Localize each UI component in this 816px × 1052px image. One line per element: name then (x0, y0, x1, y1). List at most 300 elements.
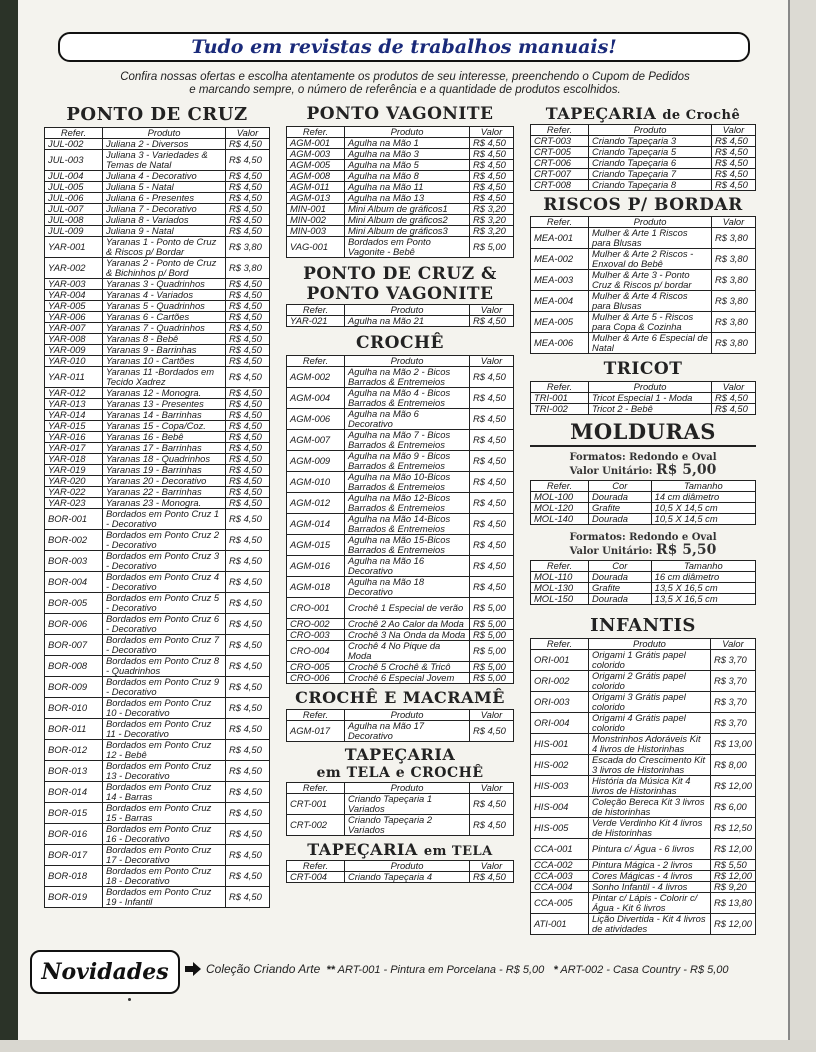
cell-ref: BOR-017 (45, 845, 103, 866)
table-row (531, 270, 756, 291)
cell-ref: AGM-014 (287, 514, 345, 535)
table-row (287, 815, 514, 836)
table-row (45, 803, 270, 824)
cell-valor: R$ 5,00 (470, 673, 514, 684)
table-row (45, 432, 270, 443)
cell-valor: R$ 4,50 (226, 572, 270, 593)
table-row (45, 226, 270, 237)
table-row (531, 583, 756, 594)
table-body-croche-macrame (287, 721, 514, 742)
cell-valor: R$ 12,00 (710, 914, 755, 935)
table-row (45, 614, 270, 635)
cell-cor: Dourada (589, 514, 652, 525)
table-body-tricot (531, 393, 756, 415)
table-row (287, 430, 514, 451)
cell-produto: Origami 1 Grátis papel colorido (589, 650, 711, 671)
page-title-banner (58, 32, 750, 62)
cell-valor: R$ 3,80 (712, 291, 756, 312)
novidades-badge (30, 950, 180, 994)
page-edge-right (788, 0, 816, 1052)
cell-valor: R$ 3,80 (712, 270, 756, 291)
table-row (45, 845, 270, 866)
cell-ref: BOR-014 (45, 782, 103, 803)
col-header-cor: Cor (589, 561, 652, 572)
cell-valor: R$ 4,50 (470, 171, 514, 182)
cell-valor: R$ 4,50 (712, 136, 756, 147)
cell-valor: R$ 4,50 (226, 719, 270, 740)
cell-produto: Mulher & Arte 3 - Ponto Cruz & Riscos p/ bordar (589, 270, 712, 291)
cell-valor: R$ 4,50 (470, 721, 514, 742)
cell-produto: Criando Tapeçaria 7 (589, 169, 712, 180)
novidades-text (206, 962, 766, 976)
cell-produto: Agulha na Mão 9 - Bicos Barrados & Entremeios (345, 451, 470, 472)
cell-produto: Yaranas 11 -Bordados em Tecido Xadrez (103, 367, 226, 388)
cell-produto: Pintar c/ Lápis - Colorir c/ Água - Kit 6 livros (589, 893, 711, 914)
cell-produto: Bordados em Ponto Cruz 16 - Decorativo (103, 824, 226, 845)
cell-produto: Agulha na Mão 12-Bicos Barrados & Entremeios (345, 493, 470, 514)
col-header-valor: Valor (226, 128, 270, 139)
table-cruz-vagonite (286, 304, 514, 327)
cell-produto: Cores Mágicas - 4 livros (589, 871, 711, 882)
cell-ref: YAR-002 (45, 258, 103, 279)
table-row (287, 662, 514, 673)
cell-produto: Juliana 3 - Variedades & Temas de Natal (103, 150, 226, 171)
table-row (45, 258, 270, 279)
cell-produto: Yaranas 18 - Quadrinhos (103, 454, 226, 465)
novidades-mark-1: ** (326, 964, 335, 976)
cell-ref: AGM-012 (287, 493, 345, 514)
table-body-molduras-1 (531, 492, 756, 525)
table-row (45, 279, 270, 290)
cell-valor: R$ 4,50 (226, 410, 270, 421)
cell-produto: Juliana 7 - Decorativo (103, 204, 226, 215)
cell-ref: YAR-005 (45, 301, 103, 312)
cell-valor: R$ 5,00 (470, 237, 514, 258)
cell-valor: R$ 4,50 (226, 171, 270, 182)
cell-ref: BOR-012 (45, 740, 103, 761)
cell-valor: R$ 6,00 (710, 797, 755, 818)
table-row (287, 721, 514, 742)
cell-produto: Mulher & Arte 6 Especial de Natal (589, 333, 712, 354)
table-row (287, 630, 514, 641)
table-row (287, 138, 514, 149)
cell-ref: YAR-022 (45, 487, 103, 498)
table-row (287, 619, 514, 630)
cell-valor: R$ 5,00 (470, 619, 514, 630)
table-row (45, 237, 270, 258)
col-header-ref: Refer. (45, 128, 103, 139)
table-row (531, 333, 756, 354)
cell-valor: R$ 4,50 (226, 761, 270, 782)
cell-ref: AGM-017 (287, 721, 345, 742)
cell-valor: R$ 3,80 (712, 228, 756, 249)
cell-ref: JUL-006 (45, 193, 103, 204)
cell-ref: CRT-005 (531, 147, 589, 158)
cell-produto: Criando Tapeçaria 5 (589, 147, 712, 158)
table-row (531, 404, 756, 415)
cell-produto: Pintura Mágica - 2 livros (589, 860, 711, 871)
table-row (45, 782, 270, 803)
cell-valor: R$ 4,50 (226, 845, 270, 866)
cell-ref: BOR-001 (45, 509, 103, 530)
col-header-cor: Cor (589, 481, 652, 492)
cell-valor: R$ 13,80 (710, 893, 755, 914)
col-header-produto: Produto (345, 356, 470, 367)
molduras-group2-formats: Formatos: Redondo e Oval (569, 532, 717, 543)
cell-valor: R$ 4,50 (226, 367, 270, 388)
table-row (287, 367, 514, 388)
cell-produto: Bordados em Ponto Cruz 13 - Decorativo (103, 761, 226, 782)
cell-ref: YAR-009 (45, 345, 103, 356)
cell-ref: HIS-002 (531, 755, 589, 776)
cell-ref: HIS-003 (531, 776, 589, 797)
cell-produto: Bordados em Ponto Cruz 1 - Decorativo (103, 509, 226, 530)
table-row (45, 824, 270, 845)
cell-valor: R$ 4,50 (226, 614, 270, 635)
table-row (45, 345, 270, 356)
table-row (287, 316, 514, 327)
cell-valor: R$ 4,50 (226, 465, 270, 476)
cell-produto: Yaranas 6 - Cartões (103, 312, 226, 323)
col-header-valor: Valor (712, 217, 756, 228)
cell-ref: MIN-003 (287, 226, 345, 237)
table-body-tapecaria-tela-croche (287, 794, 514, 836)
table-row (531, 871, 756, 882)
cell-ref: YAR-016 (45, 432, 103, 443)
cell-produto: Yaranas 8 - Bebê (103, 334, 226, 345)
cell-valor: R$ 4,50 (470, 316, 514, 327)
table-row (287, 493, 514, 514)
section-title-riscos: RISCOS P/ BORDAR (543, 195, 743, 215)
cell-produto: Mulher & Arte 2 Riscos - Enxoval do Bebê (589, 249, 712, 270)
cell-ref: ORI-002 (531, 671, 589, 692)
table-ponto-vagonite (286, 126, 514, 258)
cell-cor: Grafite (589, 583, 652, 594)
cell-produto: Sonho Infantil - 4 livros (589, 882, 711, 893)
table-row (45, 139, 270, 150)
table-row (531, 882, 756, 893)
table-row (531, 492, 756, 503)
table-row (287, 641, 514, 662)
cell-produto: Yaranas 2 - Ponto de Cruz & Bichinhos p/ Bord (103, 258, 226, 279)
cell-valor: R$ 4,50 (470, 388, 514, 409)
cell-ref: CRT-006 (531, 158, 589, 169)
cell-produto: História da Música Kit 4 livros de Historinhas (589, 776, 711, 797)
table-row (45, 334, 270, 345)
table-row (287, 872, 514, 883)
cell-ref: MEA-005 (531, 312, 589, 333)
table-row (45, 498, 270, 509)
table-row (287, 794, 514, 815)
cell-valor: R$ 4,50 (226, 399, 270, 410)
col-header-produto: Produto (589, 125, 712, 136)
cell-valor: R$ 4,50 (470, 577, 514, 598)
cell-valor: R$ 4,50 (470, 182, 514, 193)
molduras-group1-price-line (530, 464, 756, 478)
table-row (531, 158, 756, 169)
cell-valor: R$ 4,50 (470, 430, 514, 451)
cell-ref: BOR-015 (45, 803, 103, 824)
cell-produto: Agulha na Mão 18 Decorativo (345, 577, 470, 598)
table-body-cruz-vagonite (287, 316, 514, 327)
column-ponto-cruz (44, 104, 270, 908)
table-tricot (530, 381, 756, 415)
cell-cor: Dourada (589, 572, 652, 583)
cell-ref: ORI-003 (531, 692, 589, 713)
cell-produto: Yaranas 4 - Variados (103, 290, 226, 301)
cell-produto: Yaranas 9 - Barrinhas (103, 345, 226, 356)
table-row (531, 594, 756, 605)
cell-valor: R$ 3,80 (226, 237, 270, 258)
cell-produto: Criando Tapeçaria 2 Variados (345, 815, 470, 836)
table-row (531, 734, 756, 755)
cell-valor: R$ 12,00 (710, 776, 755, 797)
cell-ref: AGM-015 (287, 535, 345, 556)
cell-produto: Escada do Crescimento Kit 3 livros de Historinhas (589, 755, 711, 776)
section-title-croche: CROCHÊ (355, 333, 445, 353)
cell-valor: R$ 4,50 (226, 698, 270, 719)
cell-valor: R$ 4,50 (470, 472, 514, 493)
cell-ref: CRO-006 (287, 673, 345, 684)
cell-produto: Crochê 2 Ao Calor da Moda (345, 619, 470, 630)
cell-ref: BOR-004 (45, 572, 103, 593)
cell-valor: R$ 4,50 (712, 393, 756, 404)
arrow-right-icon (184, 960, 202, 978)
cell-valor: R$ 4,50 (226, 204, 270, 215)
cell-ref: BOR-016 (45, 824, 103, 845)
cell-produto: Criando Tapeçaria 4 (345, 872, 470, 883)
table-row (287, 215, 514, 226)
col-header-valor: Valor (710, 639, 755, 650)
col-header-produto: Produto (589, 382, 712, 393)
page-title: Tudo em revistas de trabalhos manuais! (191, 36, 617, 58)
cell-produto: Yaranas 17 - Barrinhas (103, 443, 226, 454)
cell-cor: Dourada (589, 492, 652, 503)
cell-valor: R$ 4,50 (226, 635, 270, 656)
cell-ref: BOR-009 (45, 677, 103, 698)
novidades-label: Novidades (41, 959, 169, 985)
cell-ref: BOR-008 (45, 656, 103, 677)
table-row (45, 866, 270, 887)
cell-ref: AGM-001 (287, 138, 345, 149)
table-row (45, 171, 270, 182)
table-tapecaria-tela-croche (286, 782, 514, 836)
cell-valor: R$ 4,50 (470, 514, 514, 535)
table-croche-macrame (286, 709, 514, 742)
cell-produto: Criando Tapeçaria 8 (589, 180, 712, 191)
cell-valor: R$ 4,50 (470, 149, 514, 160)
cell-produto: Bordados em Ponto Cruz 9 - Decorativo (103, 677, 226, 698)
section-title-infantis: INFANTIS (590, 615, 696, 636)
table-row (45, 399, 270, 410)
cell-valor: R$ 12,00 (710, 839, 755, 860)
cell-produto: Agulha na Mão 10-Bicos Barrados & Entremeios (345, 472, 470, 493)
cell-tamanho: 13,5 X 16,5 cm (651, 594, 755, 605)
cell-valor: R$ 4,50 (226, 551, 270, 572)
cell-ref: YAR-015 (45, 421, 103, 432)
table-row (531, 776, 756, 797)
cell-produto: Bordados em Ponto Cruz 6 - Decorativo (103, 614, 226, 635)
col-header-valor: Valor (470, 710, 514, 721)
cell-produto: Bordados em Ponto Cruz 12 - Bebê (103, 740, 226, 761)
col-header-produto: Produto (345, 127, 470, 138)
table-row (45, 388, 270, 399)
cell-valor: R$ 3,70 (710, 713, 755, 734)
cell-ref: MOL-100 (531, 492, 589, 503)
cell-ref: YAR-017 (45, 443, 103, 454)
cell-ref: VAG-001 (287, 237, 345, 258)
cell-valor: R$ 4,50 (226, 593, 270, 614)
cell-ref: AGM-008 (287, 171, 345, 182)
section-title-tapecaria-croche (530, 104, 756, 123)
table-tapecaria-tela (286, 860, 514, 883)
cell-ref: BOR-002 (45, 530, 103, 551)
cell-ref: BOR-010 (45, 698, 103, 719)
cell-produto: Yaranas 7 - Quadrinhos (103, 323, 226, 334)
table-row (45, 215, 270, 226)
section-title-cruz-vagonite-2: PONTO VAGONITE (306, 284, 494, 304)
cell-valor: R$ 4,50 (226, 803, 270, 824)
cell-produto: Yaranas 5 - Quadrinhos (103, 301, 226, 312)
cell-ref: BOR-005 (45, 593, 103, 614)
cell-ref: AGM-005 (287, 160, 345, 171)
cell-valor: R$ 4,50 (226, 334, 270, 345)
cell-ref: CRT-003 (531, 136, 589, 147)
cell-ref: HIS-004 (531, 797, 589, 818)
col-header-produto: Produto (345, 710, 470, 721)
cell-ref: AGM-007 (287, 430, 345, 451)
cell-valor: R$ 3,80 (712, 333, 756, 354)
novidades-item-1: ART-001 - Pintura em Porcelana - R$ 5,00 (337, 964, 545, 976)
cell-ref: YAR-008 (45, 334, 103, 345)
cell-produto: Bordados em Ponto Cruz 8 - Quadrinhos (103, 656, 226, 677)
cell-valor: R$ 3,20 (470, 215, 514, 226)
cell-ref: CCA-002 (531, 860, 589, 871)
cell-valor: R$ 4,50 (470, 160, 514, 171)
cell-ref: YAR-011 (45, 367, 103, 388)
cell-produto: Agulha na Mão 5 (345, 160, 470, 171)
section-title-tapecaria-tela-sub: em TELA (423, 844, 493, 859)
table-row (531, 572, 756, 583)
molduras-group1-info (530, 451, 756, 478)
cell-produto: Tricot Especial 1 - Moda (589, 393, 712, 404)
cell-produto: Bordados em Ponto Cruz 10 - Decorativo (103, 698, 226, 719)
cell-tamanho: 10,5 X 14,5 cm (651, 503, 755, 514)
cell-valor: R$ 3,80 (712, 312, 756, 333)
table-body-ponto-cruz (45, 139, 270, 908)
cell-ref: YAR-006 (45, 312, 103, 323)
cell-ref: CRO-001 (287, 598, 345, 619)
molduras-group1-formats: Formatos: Redondo e Oval (569, 452, 717, 463)
table-row (531, 393, 756, 404)
cell-ref: AGM-016 (287, 556, 345, 577)
cell-ref: CCA-001 (531, 839, 589, 860)
cell-valor: R$ 12,00 (710, 871, 755, 882)
col-header-ref: Refer. (287, 356, 345, 367)
cell-produto: Crochê 6 Especial Jovem (345, 673, 470, 684)
cell-valor: R$ 4,50 (226, 279, 270, 290)
cell-valor: R$ 4,50 (226, 782, 270, 803)
cell-valor: R$ 4,50 (226, 824, 270, 845)
cell-valor: R$ 4,50 (470, 872, 514, 883)
col-header-produto: Produto (345, 861, 470, 872)
cell-ref: AGM-013 (287, 193, 345, 204)
table-row (45, 312, 270, 323)
cell-valor: R$ 4,50 (226, 866, 270, 887)
cell-ref: JUL-004 (45, 171, 103, 182)
cell-produto: Yaranas 22 - Barrinhas (103, 487, 226, 498)
cell-ref: BOR-013 (45, 761, 103, 782)
cell-produto: Criando Tapeçaria 1 Variados (345, 794, 470, 815)
table-row (287, 577, 514, 598)
table-row (45, 421, 270, 432)
table-body-ponto-vagonite (287, 138, 514, 258)
intro-text (50, 71, 760, 97)
cell-ref: CRT-008 (531, 180, 589, 191)
table-row (287, 204, 514, 215)
table-body-tapecaria-tela (287, 872, 514, 883)
cell-produto: Juliana 4 - Decorativo (103, 171, 226, 182)
col-header-ref: Refer. (531, 481, 589, 492)
molduras-group2-info (530, 531, 756, 558)
cell-produto: Criando Tapeçaria 6 (589, 158, 712, 169)
table-body-croche (287, 367, 514, 684)
cell-produto: Yaranas 23 - Monogra. (103, 498, 226, 509)
cell-produto: Pintura c/ Água - 6 livros (589, 839, 711, 860)
table-row (45, 635, 270, 656)
cell-produto: Mulher & Arte 4 Riscos para Blusas (589, 291, 712, 312)
table-row (287, 535, 514, 556)
cell-produto: Monstrinhos Adoráveis Kit 4 livros de Historinhas (589, 734, 711, 755)
cell-valor: R$ 4,50 (226, 139, 270, 150)
table-row (531, 136, 756, 147)
section-title-molduras: MOLDURAS (530, 419, 756, 447)
table-row (531, 169, 756, 180)
cell-valor: R$ 4,50 (226, 887, 270, 908)
cell-produto: Agulha na Mão 6 Decorativo (345, 409, 470, 430)
molduras-group2-price-label: Valor Unitário: (569, 546, 653, 557)
cell-ref: MEA-006 (531, 333, 589, 354)
table-body-molduras-2 (531, 572, 756, 605)
cell-produto: Mini Album de gráficos1 (345, 204, 470, 215)
cell-tamanho: 16 cm diâmetro (651, 572, 755, 583)
cell-ref: MOL-120 (531, 503, 589, 514)
table-row (45, 465, 270, 476)
cell-ref: ORI-004 (531, 713, 589, 734)
cell-produto: Juliana 5 - Natal (103, 182, 226, 193)
cell-ref: YAR-012 (45, 388, 103, 399)
cell-ref: CRT-002 (287, 815, 345, 836)
cell-valor: R$ 4,50 (226, 312, 270, 323)
cell-valor: R$ 4,50 (712, 404, 756, 415)
table-row (531, 650, 756, 671)
table-row (531, 860, 756, 871)
cell-valor: R$ 3,70 (710, 692, 755, 713)
cell-ref: JUL-002 (45, 139, 103, 150)
table-infantis (530, 638, 756, 935)
molduras-group1-price-label: Valor Unitário: (569, 466, 653, 477)
cell-valor: R$ 9,20 (710, 882, 755, 893)
cell-valor: R$ 4,50 (226, 498, 270, 509)
cell-valor: R$ 4,50 (470, 493, 514, 514)
cell-produto: Yaranas 16 - Bebê (103, 432, 226, 443)
table-row (45, 454, 270, 465)
cell-produto: Origami 2 Grátis papel colorido (589, 671, 711, 692)
cell-produto: Agulha na Mão 8 (345, 171, 470, 182)
column-right (530, 104, 756, 935)
col-header-valor: Valor (470, 861, 514, 872)
cell-valor: R$ 4,50 (470, 138, 514, 149)
